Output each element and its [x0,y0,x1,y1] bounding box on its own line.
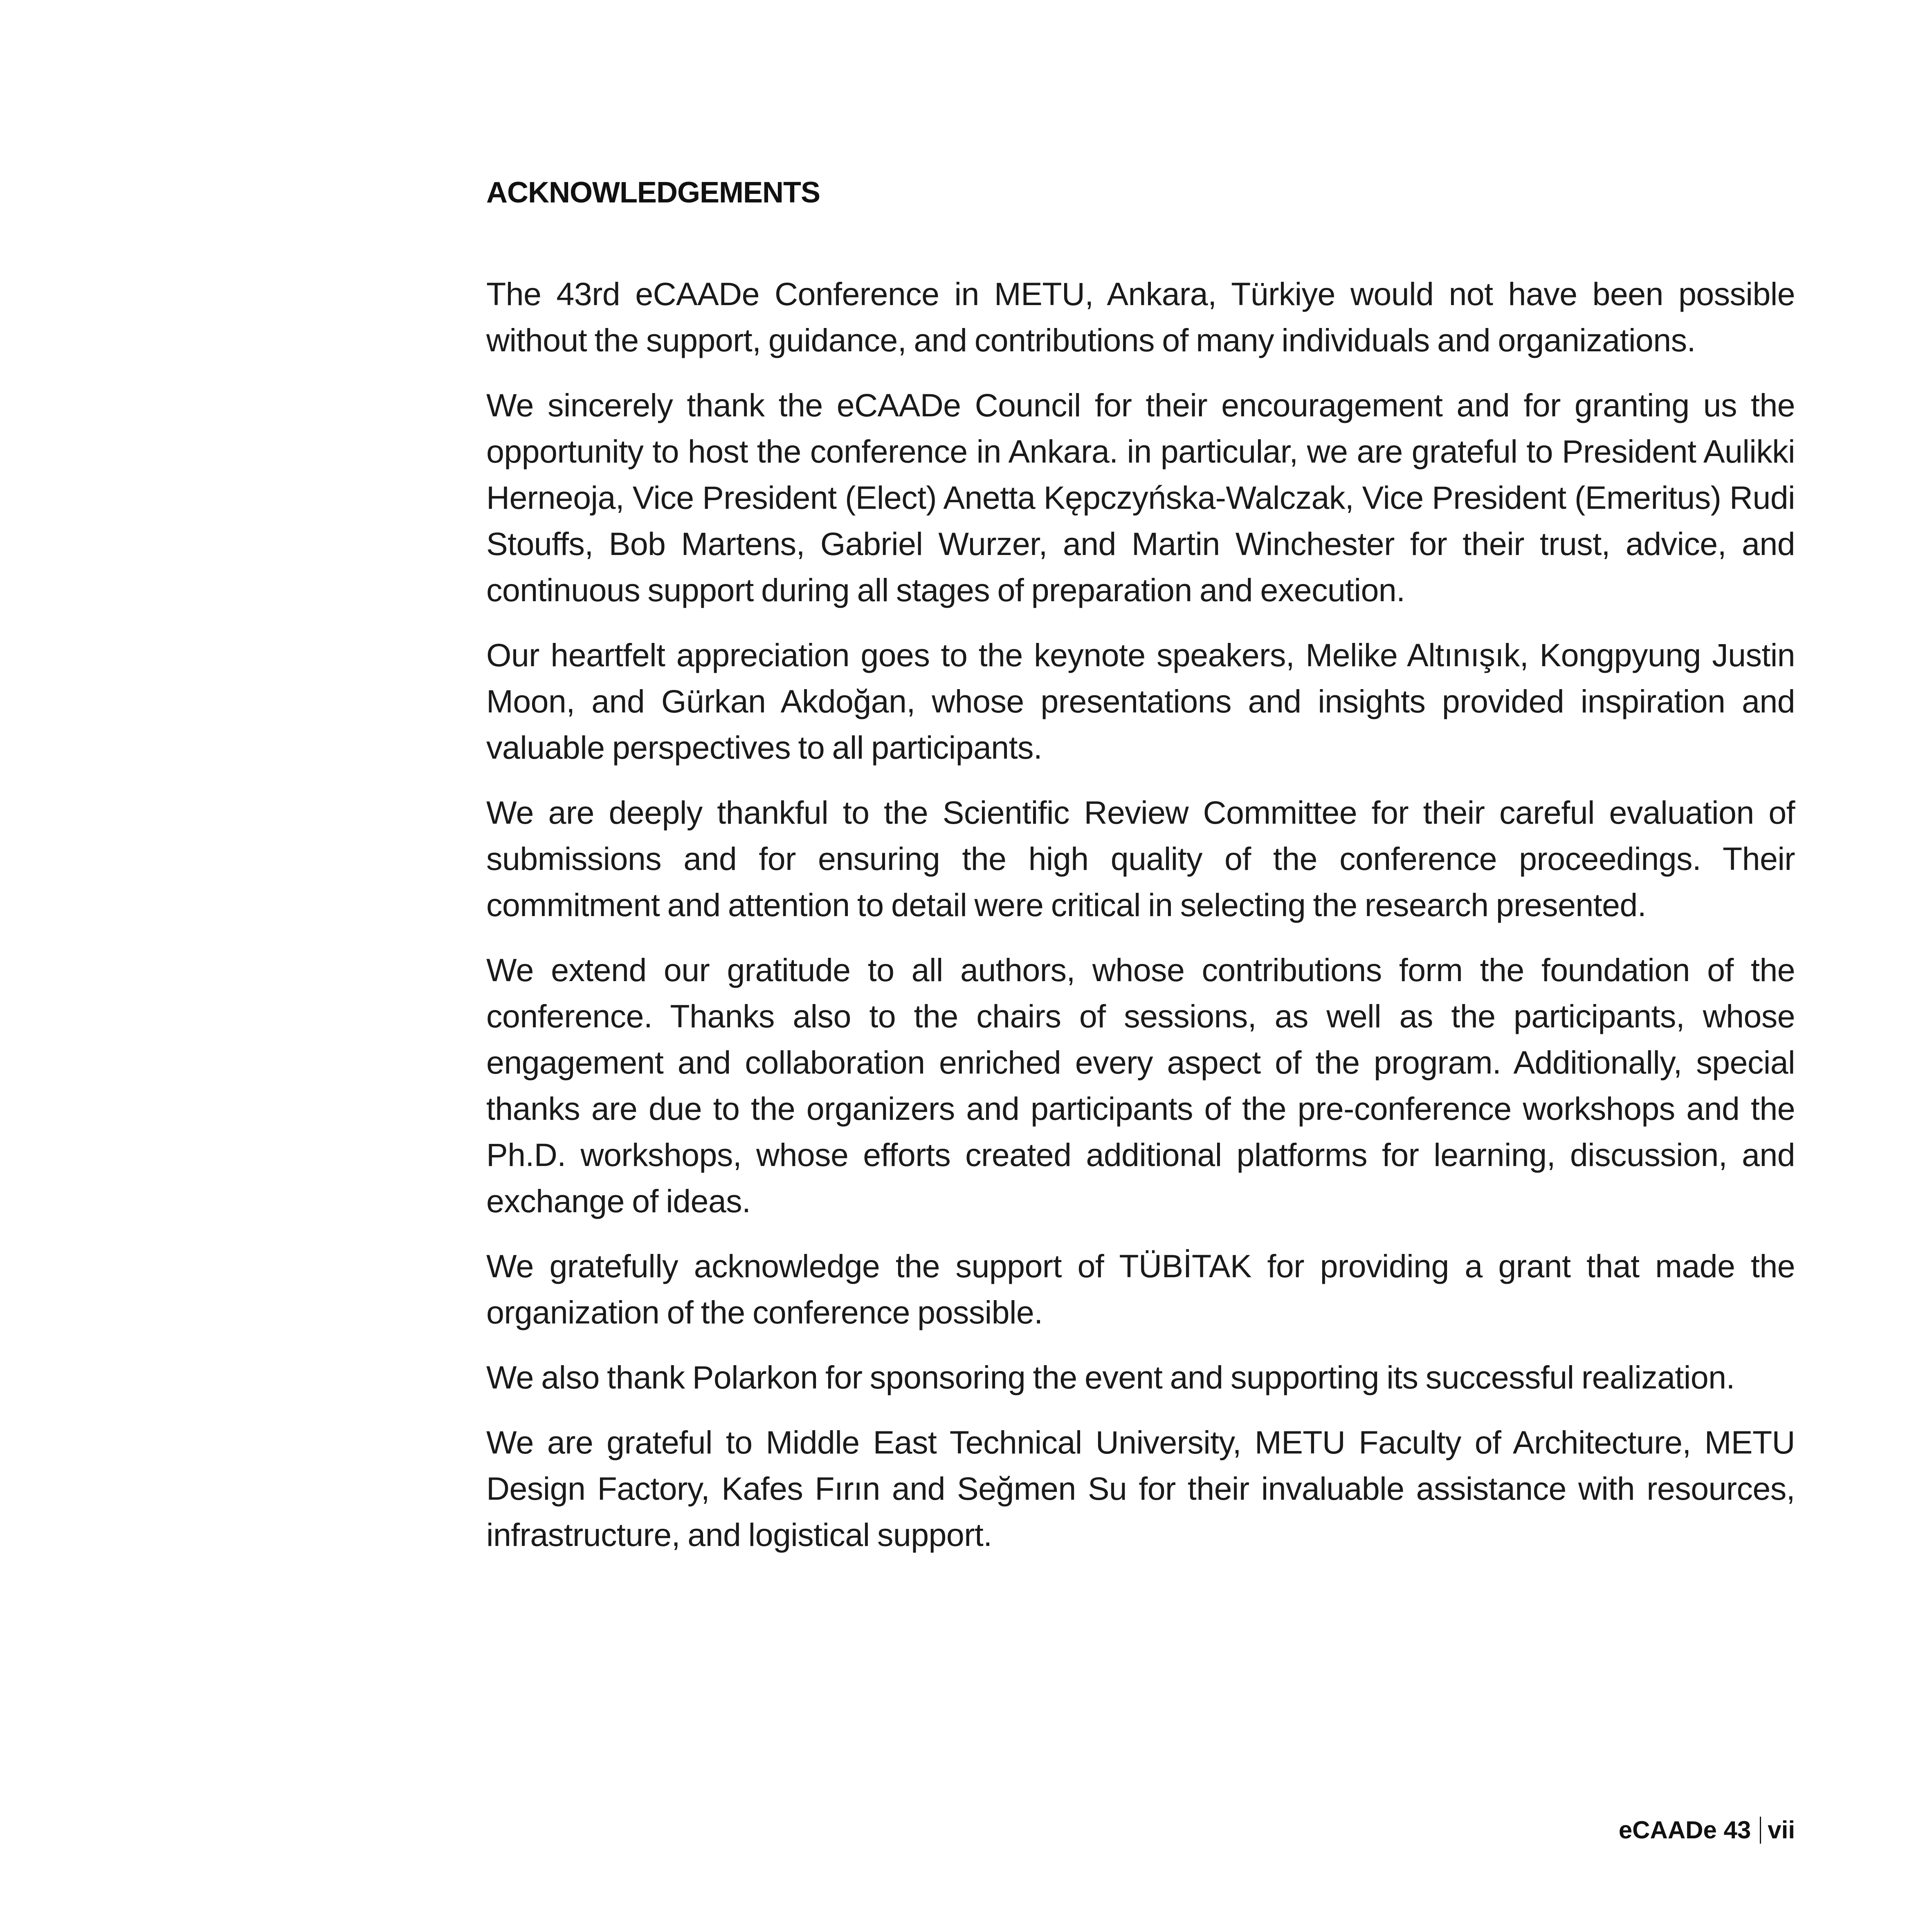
paragraph-7: We also thank Polarkon for sponsoring the event and supporting its successful realization. [486,1359,1735,1395]
paragraph-4: We are deeply thankful to the Scientific Review Committee for their careful evaluation of submissions and for ensuring the high quality of the conference proceedings. Their commitment and attention to detail were critical in selecting the research presented. [486,794,1795,923]
page-number: vii [1768,1816,1795,1844]
footer-separator [1760,1817,1761,1844]
paragraph-1: The 43rd eCAADe Conference in METU, Ankara, Türkiye would not have been possible without the support, guidance, and contributions of many individuals and organizations. [486,276,1795,358]
paragraph-3: Our heartfelt appreciation goes to the keynote speakers, Melike Altınışık, Kongpyung Justin Moon, and Gürkan Akdoğan, whose presentations and insights provided inspiration and valuable perspectives to all participants. [486,637,1795,766]
running-title: eCAADe 43 [1618,1816,1751,1844]
paragraph-5: We extend our gratitude to all authors, whose contributions form the foundation of the conference. Thanks also to the chairs of sessions, as well as the participants, whose engagement and collaboration enriched every aspect of the program. Additionally, special thanks are due to the organizers and participants of the pre-conference workshops and the Ph.D. workshops, whose efforts created additional platforms for learning, discussion, and exchange of ideas. [486,952,1795,1219]
paragraph-8: We are grateful to Middle East Technical University, METU Faculty of Architecture, METU Design Factory, Kafes Fırın and Seğmen Su for their invaluable assistance with resources, infrastructure, and logistical support. [486,1424,1795,1553]
paragraph-2: We sincerely thank the eCAADe Council for their encouragement and for granting us the opportunity to host the conference in Ankara. in particular, we are grateful to President Aulikki Herneoja, Vice President (Elect) Anetta Kępczyńska-Walczak, Vice President (Emeritus) Rudi Stouffs, Bob Martens, Gabriel Wurzer, and Martin Winchester for their trust, advice, and continuous support during all stages of preparation and execution. [486,387,1795,608]
page-footer [1619,1816,1795,1844]
page-title: ACKNOWLEDGEMENTS [486,176,820,209]
paragraph-6: We gratefully acknowledge the support of TÜBİTAK for providing a grant that made the organization of the conference possible. [486,1248,1795,1330]
body-text [486,271,1795,1577]
